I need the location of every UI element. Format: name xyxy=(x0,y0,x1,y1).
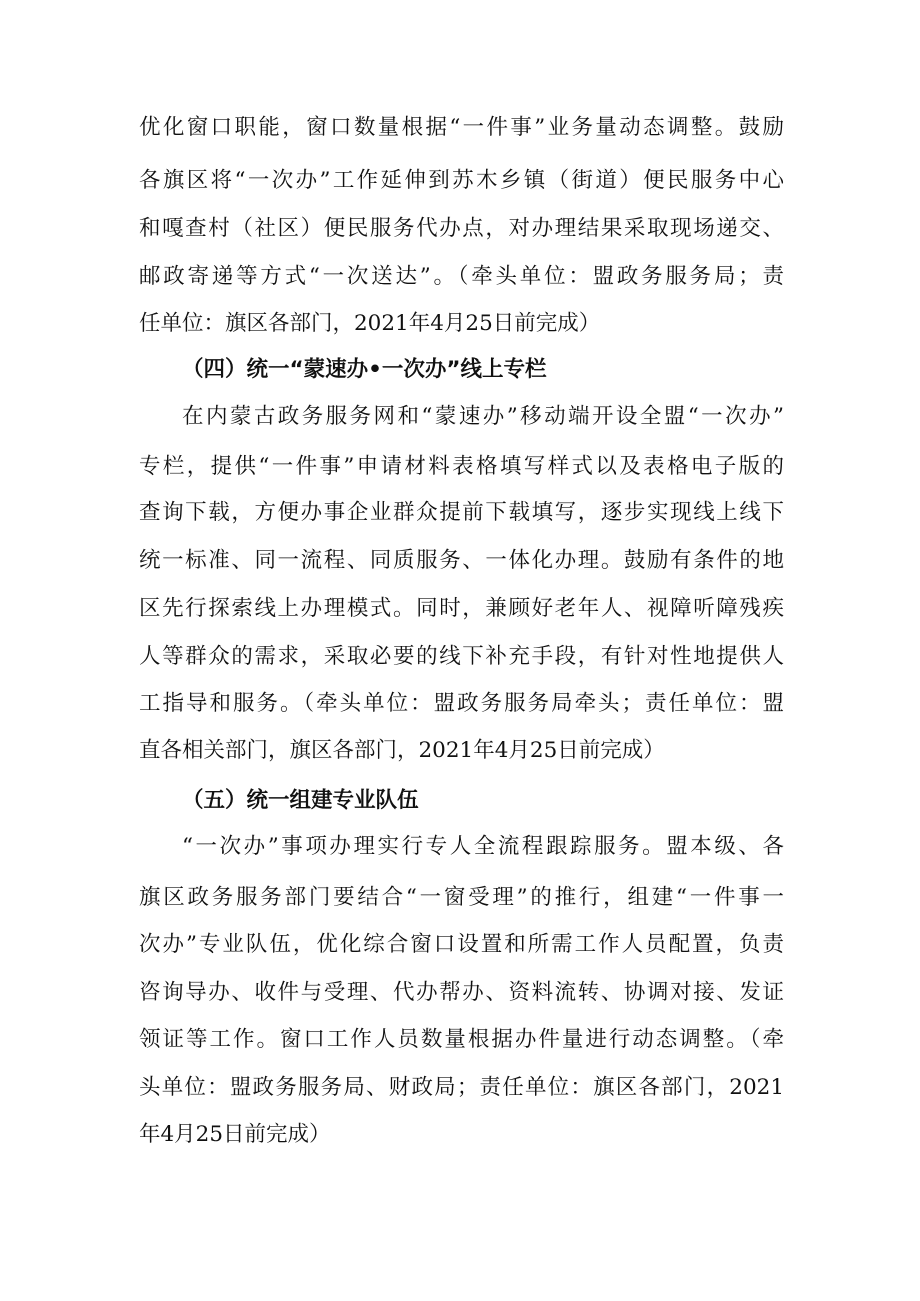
paragraph-1-line-3: 和嘎查村（社区）便民服务代办点，对办理结果采取现场递交、 xyxy=(139,216,784,241)
paragraph-2-line-3: 查询下载，方便办事企业群众提前下载填写，逐步实现线上线下 xyxy=(139,500,784,525)
paragraph-3-line-5: 领证等工作。窗口工作人员数量根据办件量进行动态调整。（牵 xyxy=(139,1027,784,1052)
section-heading-5: （五）统一组建专业队伍 xyxy=(182,788,419,813)
paragraph-2-line-7: 工指导和服务。（牵头单位：盟政务服务局牵头；责任单位：盟 xyxy=(139,691,784,716)
paragraph-1-line-4: 邮政寄递等方式“一次送达”。（牵头单位：盟政务服务局；责 xyxy=(139,264,784,289)
paragraph-3-line-2: 旗区政务服务部门要结合“一窗受理”的推行，组建“一件事一 xyxy=(139,885,784,910)
paragraph-3-line-6: 头单位：盟政务服务局、财政局；责任单位：旗区各部门，2021 xyxy=(139,1075,784,1100)
paragraph-2-line-1: 在内蒙古政务服务网和“蒙速办”移动端开设全盟“一次办” xyxy=(182,404,784,429)
paragraph-3-line-3: 次办”专业队伍，优化综合窗口设置和所需工作人员配置，负责 xyxy=(139,932,784,957)
paragraph-3-line-1: “一次办”事项办理实行专人全流程跟踪服务。盟本级、各 xyxy=(182,834,784,859)
paragraph-2-line-8: 直各相关部门，旗区各部门，2021年4月25日前完成） xyxy=(139,738,665,763)
paragraph-2-line-5: 区先行探索线上办理模式。同时，兼顾好老年人、视障听障残疾 xyxy=(139,596,784,621)
paragraph-2-line-2: 专栏，提供“一件事”申请材料表格填写样式以及表格电子版的 xyxy=(139,454,784,479)
paragraph-3-line-7: 年4月25日前完成） xyxy=(139,1122,331,1147)
paragraph-2-line-4: 统一标准、同一流程、同质服务、一体化办理。鼓励有条件的地 xyxy=(139,548,784,573)
section-heading-4: （四）统一“蒙速办•一次办”线上专栏 xyxy=(182,357,547,382)
paragraph-2-line-6: 人等群众的需求，采取必要的线下补充手段，有针对性地提供人 xyxy=(139,644,784,669)
paragraph-1-line-1: 优化窗口职能，窗口数量根据“一件事”业务量动态调整。鼓励 xyxy=(139,115,784,140)
paragraph-3-line-4: 咨询导办、收件与受理、代办帮办、资料流转、协调对接、发证 xyxy=(139,980,784,1005)
paragraph-1-line-5: 任单位：旗区各部门，2021年4月25日前完成） xyxy=(139,311,601,336)
paragraph-1-line-2: 各旗区将“一次办”工作延伸到苏木乡镇（街道）便民服务中心 xyxy=(139,168,784,193)
